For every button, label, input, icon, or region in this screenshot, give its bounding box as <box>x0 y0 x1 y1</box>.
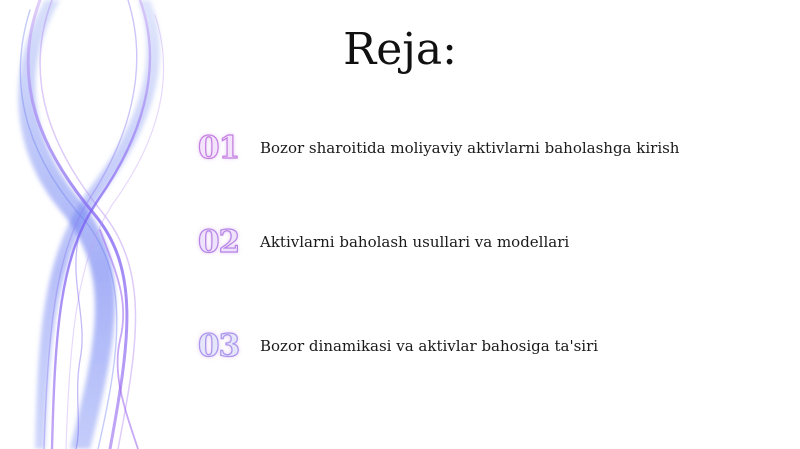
agenda-item-1 <box>198 128 679 168</box>
agenda-text-3: Bozor dinamikasi va aktivlar bahosiga ta'siri <box>260 337 599 355</box>
agenda-number-3: 03 <box>198 328 240 364</box>
agenda-text-1: Bozor sharoitida moliyaviy aktivlarni baholashga kirish <box>260 139 680 157</box>
agenda-number-2: 02 <box>198 224 240 260</box>
agenda-item-3 <box>198 326 598 366</box>
agenda-item-2 <box>198 222 569 262</box>
slide-title: Reja: <box>343 24 457 75</box>
agenda-number-1: 01 <box>198 130 240 166</box>
agenda-text-2: Aktivlarni baholash usullari va modellari <box>260 233 570 251</box>
